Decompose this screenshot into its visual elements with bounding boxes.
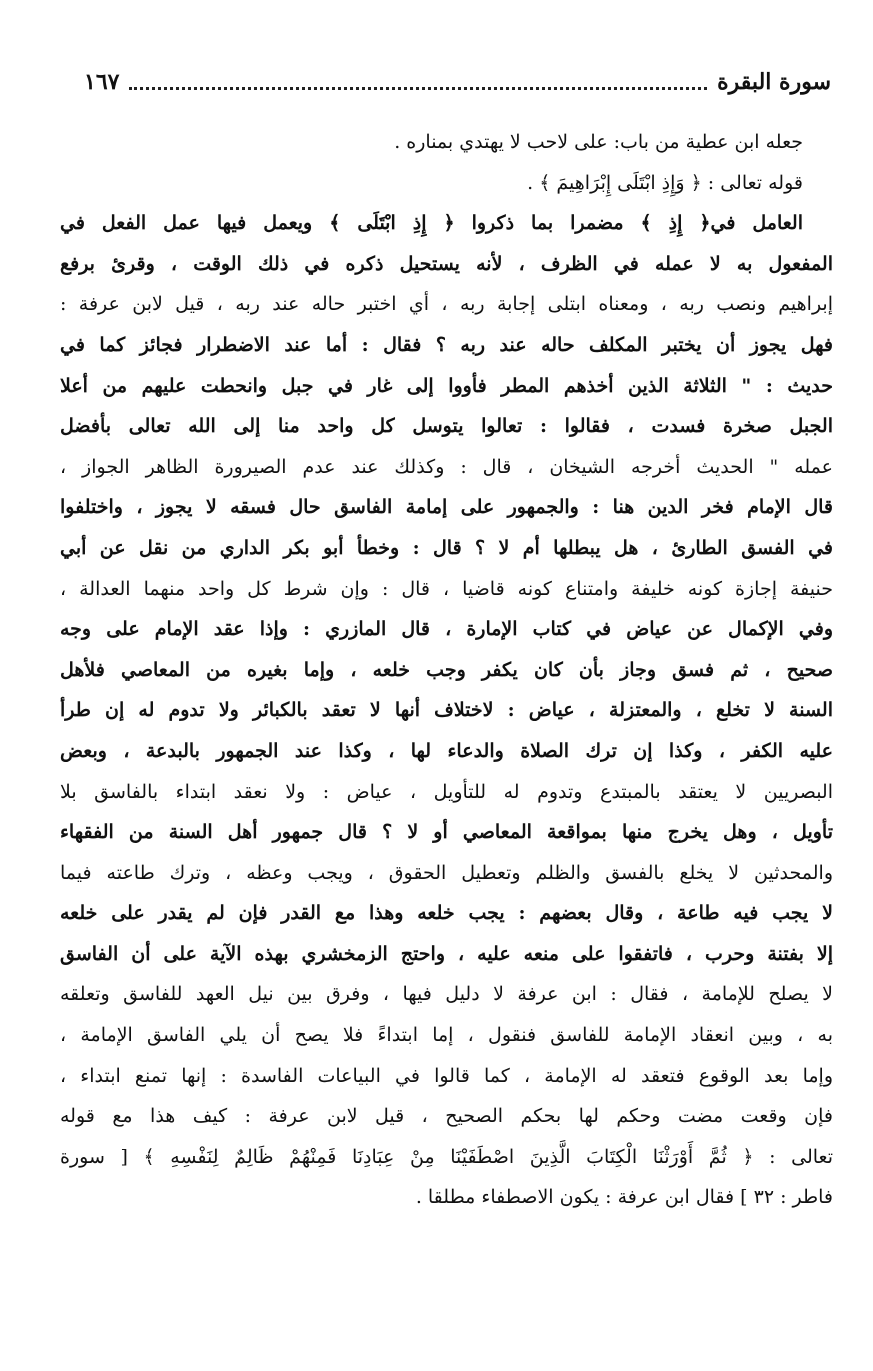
text-line: إلا بفتنة وحرب ، فاتفقوا على منعه عليه ، واحتج الزمخشري بهذه الآية على أن الفاسق — [60, 942, 833, 965]
text-line: قوله تعالى : ﴿ وَإِذِ ابْتَلَى إِبْرَاهِيمَ ﴾ . — [527, 171, 803, 194]
text-line: صحيح ، ثم فسق وجاز بأن كان يكفر وجب خلعه ، وإما بغيره من المعاصي فلأهل — [60, 658, 833, 681]
text-line: إبراهيم ونصب ربه ، ومعناه ابتلى إجابة ربه ، أي اختبر حاله عند ربه ، قيل لابن عرفة : — [60, 293, 833, 316]
text-line: فإن وقعت مضت وحكم لها بحكم الصحيح ، قيل لابن عرفة : كيف هذا مع قوله — [60, 1105, 833, 1128]
text-line: السنة لا تخلع ، والمعتزلة ، عياض : لاختلاف أنها لا تعقد بالكبائر ولا تدوم له إن طرأ — [60, 699, 833, 722]
text-line: فهل يجوز أن يختبر المكلف حاله عند ربه ؟ فقال : أما عند الاضطرار فجائز كما في — [60, 333, 833, 356]
text-line: عمله " الحديث أخرجه الشيخان ، قال : وكذلك عند عدم الصيرورة الظاهر الجواز ، — [60, 455, 833, 478]
text-line: عليه الكفر ، وكذا إن ترك الصلاة والدعاء لها ، وكذا عند الجمهور بالبدعة ، وبعض — [60, 739, 833, 762]
surah-title: سورة البقرة — [717, 69, 831, 95]
text-line: حنيفة إجازة كونه خليفة وامتناع كونه قاضيا ، قال : وإن شرط كل واحد منهما العدالة ، — [60, 577, 833, 600]
text-line: العامل في﴿ إِذِ ﴾ مضمرا بما ذكروا ﴿ إِذِ ابْتَلَى ﴾ ويعمل فيها عمل الفعل في — [60, 212, 803, 235]
text-line: البصريين لا يعتقد بالمبتدع وتدوم له للتأويل ، عياض : ولا نعقد ابتداء بالفاسق بلا — [60, 780, 833, 803]
text-line: والمحدثين لا يخلع بالفسق والظلم وتعطيل الحقوق ، ويجب وعظه ، وترك طاعته فيما — [60, 861, 833, 884]
text-line: جعله ابن عطية من باب: على لاحب لا يهتدي بمناره . — [394, 131, 803, 153]
text-line: لا يجب فيه طاعة ، وقال بعضهم : يجب خلعه وهذا مع القدر فإن لم يقدر على خلعه — [60, 902, 833, 925]
text-line: قال الإمام فخر الدين هنا : والجمهور على إمامة الفاسق حال فسقه لا يجوز ، واختلفوا — [60, 496, 833, 519]
text-line: تأويل ، وهل يخرج منها بمواقعة المعاصي أو لا ؟ قال جمهور أهل السنة من الفقهاء — [60, 821, 833, 844]
text-line: فاطر : ٣٢ ] فقال ابن عرفة : يكون الاصطفاء مطلقا . — [415, 1186, 833, 1209]
page-number: ١٦٧ — [84, 69, 120, 95]
page-header — [84, 62, 831, 102]
dotted-leader — [129, 87, 707, 90]
text-line: حديث : " الثلاثة الذين أخذهم المطر فأووا إلى غار في جبل وانحطت عليهم من أعلا — [60, 374, 833, 397]
text-line: وإما بعد الوقوع فتعقد له الإمامة ، كما قالوا في البياعات الفاسدة : إنها تمنع ابتداء ، — [60, 1064, 833, 1087]
text-line: لا يصلح للإمامة ، فقال : ابن عرفة لا دليل فيها ، وفرق بين نيل العهد للفاسق وتعلقه — [60, 983, 833, 1006]
text-line: به ، وبين انعقاد الإمامة للفاسق فنقول ، إما ابتداءً فلا يصح أن يلي الفاسق الإمامة ، — [60, 1024, 833, 1047]
page-body — [60, 122, 833, 1218]
text-line: وفي الإكمال عن عياض في كتاب الإمارة ، قال المازري : وإذا عقد الإمام على وجه — [60, 618, 833, 641]
text-line: الجبل صخرة فسدت ، فقالوا : تعالوا يتوسل كل واحد منا إلى الله تعالى بأفضل — [60, 415, 833, 438]
text-line: تعالى : ﴿ ثُمَّ أَوْرَثْنَا الْكِتَابَ الَّذِينَ اصْطَفَيْنَا مِنْ عِبَادِنَا فَمِنْهُمْ ظَالِمٌ لِنَفْسِهِ ﴾ [ سورة — [60, 1145, 833, 1168]
text-line: في الفسق الطارئ ، هل يبطلها أم لا ؟ قال : وخطأ أبو بكر الداري من نقل عن أبي — [60, 536, 833, 559]
text-line: المفعول به لا عمله في الظرف ، لأنه يستحيل ذكره في ذلك الوقت ، وقرئ برفع — [60, 252, 833, 275]
